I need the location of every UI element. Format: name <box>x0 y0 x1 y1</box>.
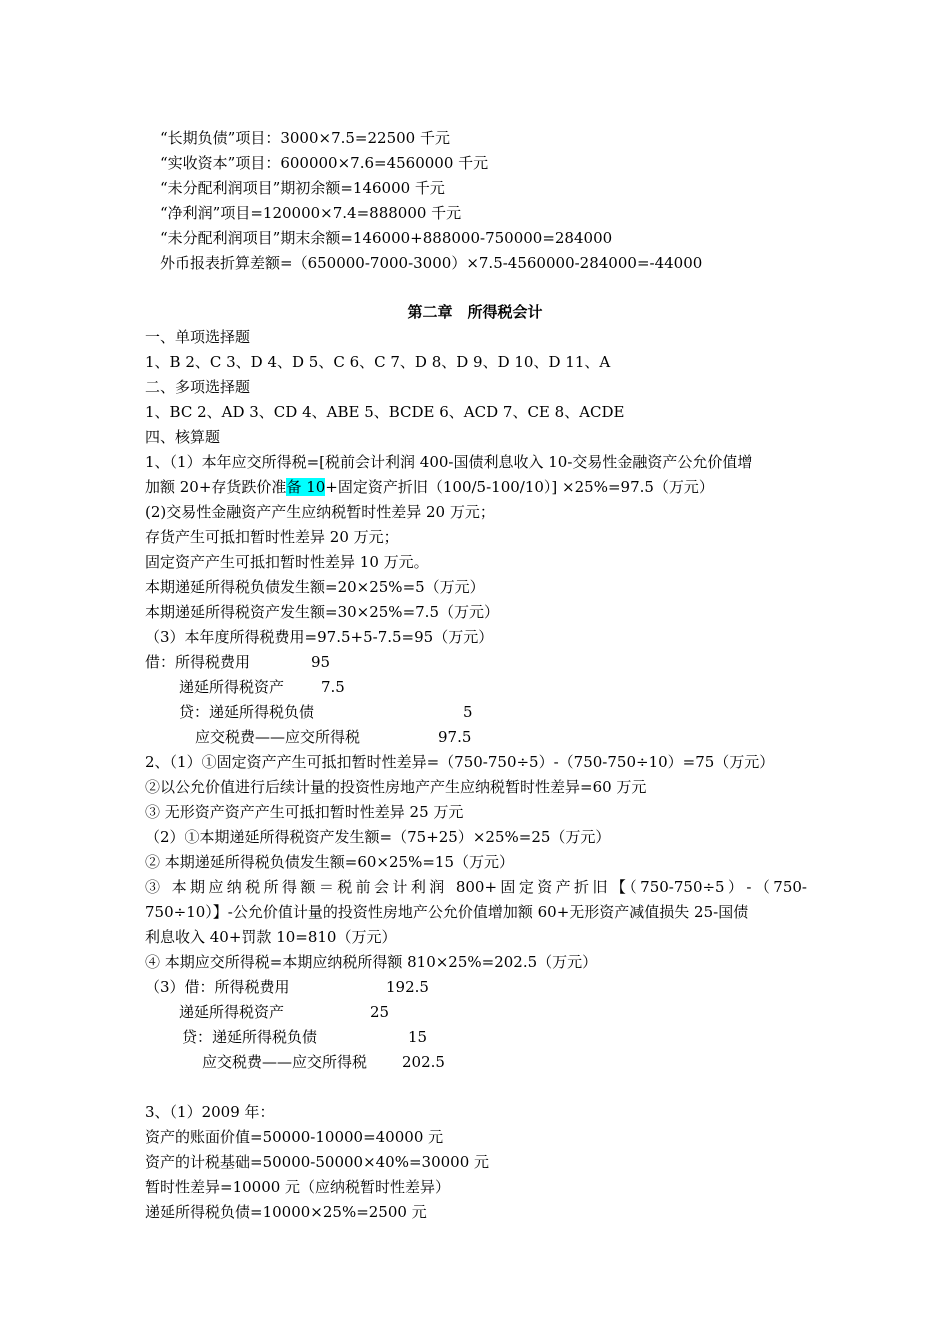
entry-label: 应交税费——应交所得税 <box>195 728 361 746</box>
text-line: 递延所得税负债=10000×25%=2500 元 <box>145 1203 427 1221</box>
text-segment: 加额 20+存货跌价准 <box>145 478 287 496</box>
text-line: “未分配利润项目”期末余额=146000+888000-750000=284000 <box>160 229 613 247</box>
text-line: 资产的计税基础=50000-50000×40%=30000 元 <box>145 1153 490 1171</box>
text-line: 资产的账面价值=50000-10000=40000 元 <box>145 1128 444 1146</box>
text-line: ② 本期递延所得税负债发生额=60×25%=15（万元） <box>145 853 514 871</box>
text-line: “未分配利润项目”期初余额=146000 千元 <box>160 179 445 197</box>
entry-amount: 5 <box>463 703 473 721</box>
entry-label: 借：所得税费用 <box>145 653 251 671</box>
answer-line: 1、B 2、C 3、D 4、D 5、C 6、C 7、D 8、D 9、D 10、D 11、A <box>145 353 611 371</box>
text-line: （2）①本期递延所得税资产发生额=（75+25）×25%=25（万元） <box>145 828 611 846</box>
entry-label: 递延所得税资产 <box>179 1003 285 1021</box>
text-line: ③ 无形资产资产产生可抵扣暂时性差异 25 万元 <box>145 803 464 821</box>
section-heading: 四、核算题 <box>145 428 221 446</box>
text-line: 本期递延所得税资产发生额=30×25%=7.5（万元） <box>145 603 499 621</box>
text-line: 1、（1）本年应交所得税=[税前会计利润 400-国债利息收入 10-交易性金融资产公允价值增 <box>145 453 753 471</box>
entry-amount: 97.5 <box>438 728 472 746</box>
chapter-title: 第二章 所得税会计 <box>407 303 543 321</box>
text-line: “净利润”项目=120000×7.4=888000 千元 <box>160 204 462 222</box>
text-line: ②以公允价值进行后续计量的投资性房地产产生应纳税暂时性差异=60 万元 <box>145 778 647 796</box>
text-line: 2、（1）①固定资产产生可抵扣暂时性差异=（750-750÷5）-（750-750÷10）=75（万元） <box>145 753 775 771</box>
text-line: 外币报表折算差额=（650000-7000-3000）×7.5-4560000-284000=-44000 <box>160 254 703 272</box>
text-line: 暂时性差异=10000 元（应纳税暂时性差异） <box>145 1178 451 1196</box>
entry-amount: 15 <box>408 1028 428 1046</box>
entry-label: 应交税费——应交所得税 <box>202 1053 368 1071</box>
text-line: （3）本年度所得税费用=97.5+5-7.5=95（万元） <box>145 628 494 646</box>
entry-amount: 25 <box>370 1003 390 1021</box>
section-heading: 二、多项选择题 <box>145 378 251 396</box>
text-line: (2)交易性金融资产产生应纳税暂时性差异 20 万元； <box>145 503 495 521</box>
text-line: “实收资本”项目：600000×7.6=4560000 千元 <box>160 154 489 172</box>
text-line: 750÷10）】-公允价值计量的投资性房地产公允价值增加额 60+无形资产减值损失 25-国债 <box>145 903 749 921</box>
entry-label: 递延所得税资产 <box>179 678 285 696</box>
text-line: ④ 本期应交所得税=本期应纳税所得额 810×25%=202.5（万元） <box>145 953 598 971</box>
entry-amount: 192.5 <box>386 978 429 996</box>
text-line: 利息收入 40+罚款 10=810（万元） <box>145 928 397 946</box>
answer-line: 1、BC 2、AD 3、CD 4、ABE 5、BCDE 6、ACD 7、CE 8、ACDE <box>145 403 625 421</box>
text-line: ③ 本期应纳税所得额＝税前会计利润 800+固定资产折旧【（750-750÷5）-（750- <box>145 878 807 896</box>
text-line: 固定资产产生可抵扣暂时性差异 10 万元。 <box>145 553 429 571</box>
text-line: “长期负债”项目：3000×7.5=22500 千元 <box>160 129 450 147</box>
entry-label: （3）借：所得税费用 <box>145 978 290 996</box>
entry-amount: 7.5 <box>321 678 345 696</box>
text-line <box>145 477 714 497</box>
section-heading: 一、单项选择题 <box>145 328 251 346</box>
text-line: 3、（1）2009 年： <box>145 1103 275 1121</box>
entry-label: 贷：递延所得税负债 <box>179 703 315 721</box>
text-line: 本期递延所得税负债发生额=20×25%=5（万元） <box>145 578 485 596</box>
entry-label: 贷：递延所得税负债 <box>182 1028 318 1046</box>
entry-amount: 95 <box>311 653 331 671</box>
highlighted-text: 备 10 <box>286 478 326 496</box>
text-segment: +固定资产折旧（100/5-100/10）] ×25%=97.5（万元） <box>325 478 714 496</box>
entry-amount: 202.5 <box>402 1053 445 1071</box>
text-line: 存货产生可抵扣暂时性差异 20 万元； <box>145 528 399 546</box>
